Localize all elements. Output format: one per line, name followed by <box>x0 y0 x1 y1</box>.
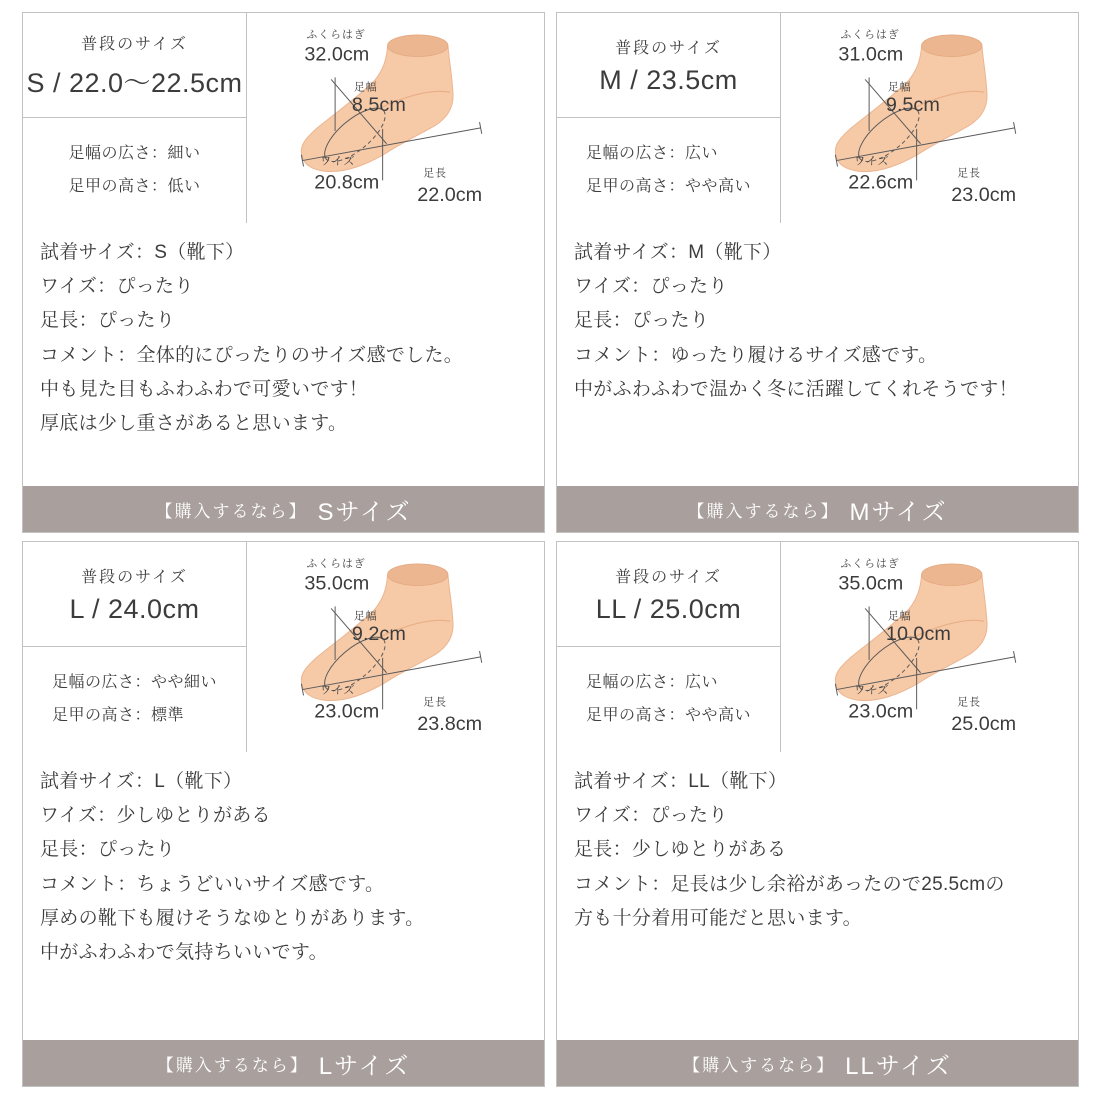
comment-line: 厚めの靴下も履けそうなゆとりがあります。 <box>40 907 425 929</box>
foot-diagram-icon <box>781 13 1078 223</box>
foot-diagram-icon <box>781 542 1078 752</box>
foot-width-desc: 足幅の広さ：やや細い <box>51 673 217 691</box>
foot-measurement-illustration <box>781 542 1078 752</box>
wise-value: 23.0cm <box>314 700 380 723</box>
comment-line: 足長：ぴったり <box>40 839 176 861</box>
comment-box <box>557 223 1078 486</box>
usual-size-value: S / 22.0〜22.5cm <box>26 67 243 98</box>
size-panel <box>556 12 1079 533</box>
wise-label: ワイズ <box>320 155 356 168</box>
foot-length-value: 22.0cm <box>417 184 483 207</box>
comment-line: 試着サイズ：L（靴下） <box>40 771 243 792</box>
foot-width-desc: 足幅の広さ：広い <box>585 673 718 691</box>
wise-label: ワイズ <box>854 155 890 168</box>
size-info-column <box>23 542 247 752</box>
wise-value: 20.8cm <box>314 171 380 194</box>
calf-label: ふくらはぎ <box>840 557 900 570</box>
foot-length-value: 23.0cm <box>951 184 1017 207</box>
comment-line: コメント：全体的にぴったりのサイズ感でした。 <box>40 344 464 366</box>
foot-length-label: 足長 <box>957 696 981 709</box>
recommend-size: Sサイズ <box>317 498 412 526</box>
comment-box <box>23 752 544 1040</box>
recommend-prefix: 【購入するなら】 <box>155 501 308 521</box>
recommend-prefix: 【購入するなら】 <box>687 501 840 521</box>
comment-line: ワイズ：ぴったり <box>574 805 728 827</box>
comment-line: 足長：少しゆとりがある <box>574 839 787 861</box>
recommend-prefix: 【購入するなら】 <box>156 1055 309 1075</box>
comment-box <box>557 752 1078 1040</box>
calf-label: ふくらはぎ <box>840 28 900 41</box>
recommend-prefix: 【購入するなら】 <box>683 1055 836 1075</box>
ankle-opening <box>922 564 982 586</box>
foot-length-label: 足長 <box>423 167 447 180</box>
foot-width-label: 足幅 <box>353 610 378 623</box>
foot-measurement-illustration <box>247 13 544 223</box>
size-info-column <box>23 13 247 223</box>
wise-value: 22.6cm <box>848 171 914 194</box>
comment-line: ワイズ：ぴったり <box>40 276 194 298</box>
comment-line: コメント：足長は少し余裕があったので25.5cmの <box>574 873 1005 895</box>
panel-top-section <box>23 542 544 752</box>
calf-label: ふくらはぎ <box>306 28 366 41</box>
calf-value: 35.0cm <box>304 572 370 595</box>
foot-width-value: 10.0cm <box>885 623 951 646</box>
foot-length-label: 足長 <box>423 696 447 709</box>
foot-length-value: 23.8cm <box>417 713 483 736</box>
size-info-column <box>557 13 781 223</box>
ankle-opening <box>922 35 982 57</box>
foot-length-value: 25.0cm <box>951 713 1017 736</box>
comment-line: 試着サイズ：LL（靴下） <box>574 771 788 792</box>
panel-top-section <box>557 542 1078 752</box>
wise-value: 23.0cm <box>848 700 914 723</box>
comment-line: 中がふわふわで温かく冬に活躍してくれそうです！ <box>574 378 1018 400</box>
usual-size-value: L / 24.0cm <box>69 593 200 624</box>
ankle-opening <box>388 564 448 586</box>
comment-line: コメント：ちょうどいいサイズ感です。 <box>40 873 385 895</box>
comment-line: 方も十分着用可能だと思います。 <box>574 907 862 929</box>
comment-line: 足長：ぴったり <box>574 310 710 332</box>
calf-value: 31.0cm <box>838 43 904 66</box>
foot-trait-box <box>557 647 780 752</box>
foot-measurement-illustration <box>781 13 1078 223</box>
foot-diagram-icon <box>247 542 544 752</box>
foot-trait-box <box>557 118 780 223</box>
comment-line: 厚底は少し重さがあると思います。 <box>40 412 348 434</box>
panel-top-section <box>557 13 1078 223</box>
comment-line: 試着サイズ：S（靴下） <box>40 242 245 263</box>
usual-size-value: LL / 25.0cm <box>595 593 742 624</box>
usual-size-label: 普段のサイズ <box>81 568 188 586</box>
recommend-banner <box>557 486 1078 532</box>
calf-value: 35.0cm <box>838 572 904 595</box>
recommend-banner <box>23 1040 544 1086</box>
foot-width-label: 足幅 <box>887 610 912 623</box>
comment-line: ワイズ：ぴったり <box>574 276 728 298</box>
panel-top-section <box>23 13 544 223</box>
usual-size-label: 普段のサイズ <box>615 39 722 57</box>
size-panel <box>556 541 1079 1087</box>
recommend-size: Lサイズ <box>318 1052 411 1080</box>
comment-line: ワイズ：少しゆとりがある <box>40 805 271 827</box>
comment-line: 試着サイズ：M（靴下） <box>574 242 782 263</box>
foot-width-value: 9.2cm <box>351 623 406 646</box>
instep-height-desc: 足甲の高さ：やや高い <box>585 177 751 195</box>
comment-line: 足長：ぴったり <box>40 310 176 332</box>
foot-width-label: 足幅 <box>887 81 912 94</box>
recommend-size: Mサイズ <box>849 498 948 526</box>
usual-size-value: M / 23.5cm <box>599 64 738 95</box>
foot-diagram-icon <box>247 13 544 223</box>
comment-line: 中も見た目もふわふわで可愛いです！ <box>40 378 369 400</box>
instep-height-desc: 足甲の高さ：やや高い <box>585 706 751 724</box>
comment-box <box>23 223 544 486</box>
size-panel <box>22 12 545 533</box>
foot-length-label: 足長 <box>957 167 981 180</box>
calf-value: 32.0cm <box>304 43 370 66</box>
instep-height-desc: 足甲の高さ：標準 <box>51 706 184 724</box>
comment-line: コメント：ゆったり履けるサイズ感です。 <box>574 344 938 366</box>
usual-size-box <box>557 542 780 647</box>
foot-width-value: 9.5cm <box>885 94 940 117</box>
foot-trait-box <box>23 118 246 223</box>
ankle-opening <box>388 35 448 57</box>
usual-size-label: 普段のサイズ <box>615 568 722 586</box>
usual-size-box <box>23 542 246 647</box>
recommend-size: LLサイズ <box>845 1052 952 1080</box>
usual-size-box <box>557 13 780 118</box>
instep-height-desc: 足甲の高さ：低い <box>68 177 201 195</box>
foot-width-desc: 足幅の広さ：細い <box>68 144 201 162</box>
wise-label: ワイズ <box>854 684 890 697</box>
size-info-column <box>557 542 781 752</box>
recommend-banner <box>557 1040 1078 1086</box>
foot-width-label: 足幅 <box>353 81 378 94</box>
recommend-banner <box>23 486 544 532</box>
size-panel <box>22 541 545 1087</box>
foot-width-value: 8.5cm <box>351 94 406 117</box>
foot-width-desc: 足幅の広さ：広い <box>585 144 718 162</box>
usual-size-label: 普段のサイズ <box>81 35 188 53</box>
foot-trait-box <box>23 647 246 752</box>
usual-size-box <box>23 13 246 118</box>
comment-line: 中がふわふわで気持ちいいです。 <box>40 941 328 963</box>
foot-measurement-illustration <box>247 542 544 752</box>
wise-label: ワイズ <box>320 684 356 697</box>
calf-label: ふくらはぎ <box>306 557 366 570</box>
